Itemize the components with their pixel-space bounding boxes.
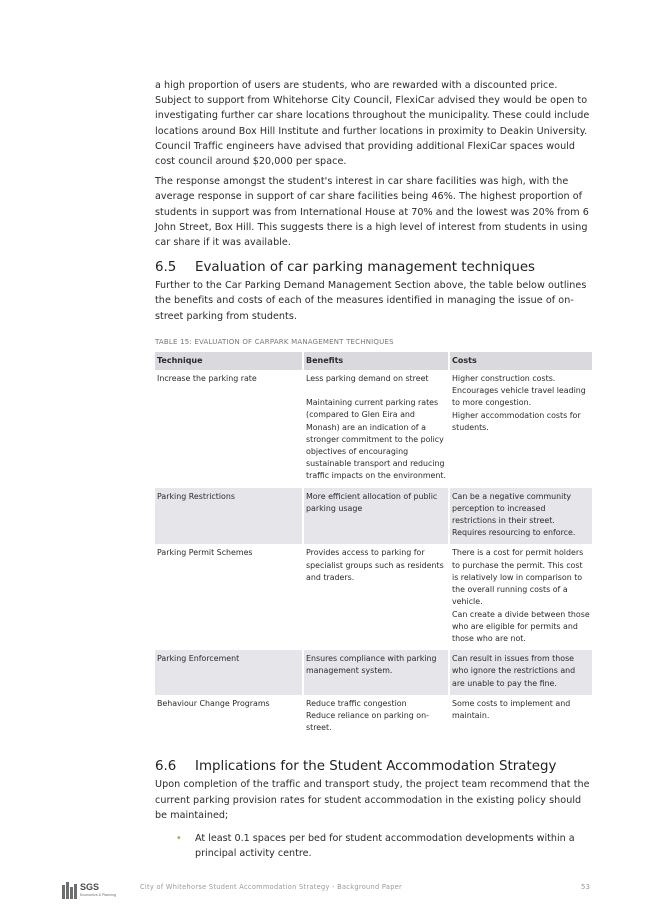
table-row — [155, 488, 592, 545]
section-intro: Further to the Car Parking Demand Management Section above, the table below outlines the benefits and costs of each of the measures identified in managing the issue of on-street parking from students. — [155, 280, 587, 322]
page-footer — [0, 873, 653, 903]
cell-line: Higher construction costs. — [452, 374, 556, 384]
table-row — [155, 370, 592, 488]
cell-line: Less parking demand on street — [306, 374, 429, 384]
cell-line: Encourages vehicle travel leading to more congestion. — [452, 386, 586, 408]
costs-cell — [449, 695, 592, 740]
benefits-cell — [303, 544, 449, 650]
logo-text: SGS — [80, 882, 100, 892]
table-row — [155, 695, 592, 740]
costs-cell — [449, 370, 592, 488]
table-header-row — [155, 352, 592, 370]
evaluation-table — [155, 352, 592, 739]
technique-cell: Parking Restrictions — [155, 488, 303, 545]
costs-cell — [449, 544, 592, 650]
table-caption: TABLE 15: EVALUATION OF CARPARK MANAGEMENT TECHNIQUES — [155, 337, 394, 346]
column-header: Costs — [449, 352, 592, 370]
column-header: Technique — [155, 352, 303, 370]
bullet-item — [155, 831, 592, 861]
benefits-cell — [303, 488, 449, 545]
section-title: Implications for the Student Accommodation Strategy — [195, 759, 557, 775]
section-number: 6.6 — [155, 759, 177, 775]
cell-line: More efficient allocation of public parking usage — [306, 491, 438, 513]
cell-line: Reduce reliance on parking on-street. — [306, 710, 429, 733]
benefits-cell — [303, 650, 449, 695]
cell-spacer — [306, 385, 446, 397]
benefits-cell — [303, 370, 449, 488]
paragraph: The response amongst the student's interest in car share facilities was high, with the average response in support of car share facilities being 46%. The highest proportion of students in support was from International House at 70% and the lowest was 20% from 6 John Street, Box Hill. This suggests there is a high level of interest from students in using car share if it was available. — [155, 176, 589, 249]
page-number: 53 — [581, 883, 590, 891]
cell-line: Higher accommodation costs for students. — [452, 410, 581, 432]
cell-line: Some costs to implement and maintain. — [452, 698, 571, 720]
cell-line: Can result in issues from those who ignore the restrictions and are unable to pay the fine. — [452, 654, 576, 688]
bullet-marker: • — [176, 832, 182, 844]
technique-cell: Parking Enforcement — [155, 650, 303, 695]
table-row — [155, 650, 592, 695]
cell-line: Ensures compliance with parking management system. — [306, 654, 437, 676]
bullet-text: At least 0.1 spaces per bed for student accommodation developments within a principal activity centre. — [195, 832, 575, 860]
section-title: Evaluation of car parking management techniques — [195, 260, 536, 276]
cell-line: Can create a divide between those who are eligible for permits and those who are not. — [452, 609, 590, 643]
column-header: Benefits — [303, 352, 449, 370]
page-content — [155, 78, 592, 861]
benefits-cell — [303, 695, 449, 740]
costs-cell — [449, 650, 592, 695]
section-heading — [155, 260, 592, 275]
cell-line: There is a cost for permit holders to purchase the permit. This cost is relatively low in comparison to the overall running costs of a vehicle. — [452, 548, 584, 607]
technique-cell: Behaviour Change Programs — [157, 698, 270, 708]
cell-line: Provides access to parking for specialist groups such as residents and traders. — [306, 548, 444, 582]
section-heading — [155, 759, 592, 774]
sgs-logo — [62, 879, 116, 901]
cell-line: Maintaining current parking rates (compared to Glen Eira and Monash) are an indication of a stronger commitment to the policy objectives of encouraging sustainable transport and reducing traffic impacts on the environment. — [306, 398, 446, 481]
technique-cell: Parking Permit Schemes — [157, 548, 253, 558]
footer-title: City of Whitehorse Student Accommodation Strategy - Background Paper — [140, 883, 403, 891]
table-row — [155, 544, 592, 650]
costs-cell — [449, 488, 592, 545]
cell-line: Can be a negative community perception to increased restrictions in their street. — [452, 491, 572, 526]
logo-subtext: Economics & Planning — [80, 893, 116, 897]
cell-line: Reduce traffic congestion — [306, 698, 407, 708]
paragraph: a high proportion of users are students, who are rewarded with a discounted price. Subject to support from Whitehorse City Council, FlexiCar advised they would be open to investigating further car share locations throughout the municipality. These could include locations around Box Hill Institute and further locations in proximity to Deakin University. Council Traffic engineers have advised that providing additional FlexiCar spaces would cost council around $20,000 per space. — [155, 80, 590, 168]
section-intro: Upon completion of the traffic and transport study, the project team recommend that the current parking provision rates for student accommodation in the existing policy should be maintained; — [155, 779, 590, 821]
technique-cell: Increase the parking rate — [157, 374, 257, 384]
cell-line: Requires resourcing to enforce. — [452, 528, 576, 538]
section-number: 6.5 — [155, 260, 177, 276]
